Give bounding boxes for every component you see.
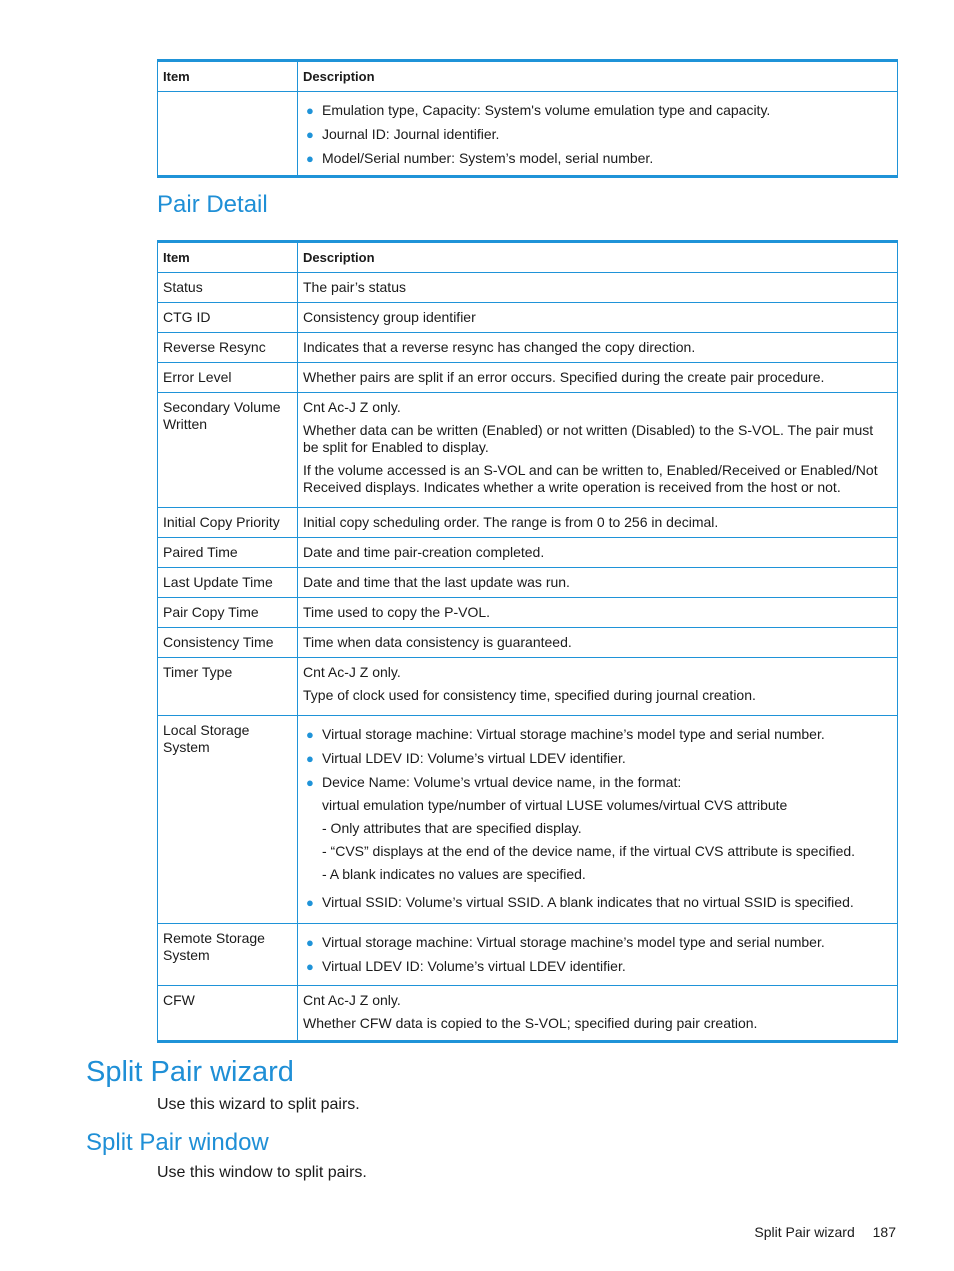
list-item: ● Emulation type, Capacity: System's volume emulation type and capacity. (306, 102, 771, 118)
table-row (158, 598, 898, 628)
bullet-icon: ● (306, 151, 314, 166)
split-pair-window-text: Use this window to split pairs. (157, 1164, 367, 1181)
table-row (158, 986, 898, 1042)
split-pair-wizard-text: Use this wizard to split pairs. (157, 1096, 360, 1113)
item-cell: CTG ID (158, 303, 298, 333)
description-cell (298, 716, 898, 924)
description-cell (298, 924, 898, 986)
list-item: ● Model/Serial number: System’s model, serial number. (306, 150, 654, 166)
description-cell: Whether pairs are split if an error occurs. Specified during the create pair procedure. (298, 363, 898, 393)
header-description: Description (298, 242, 898, 273)
list-item: ● Journal ID: Journal identifier. (306, 126, 500, 142)
table-header-row (158, 242, 898, 273)
table-row (158, 303, 898, 333)
pair-detail-heading: Pair Detail (157, 191, 268, 218)
page-footer (754, 1224, 896, 1240)
split-pair-window-heading: Split Pair window (86, 1129, 269, 1156)
description-cell: Cnt Ac-J Z only. Type of clock used for consistency time, specified during journal creation. (298, 658, 898, 716)
list-item: ● Virtual LDEV ID: Volume’s virtual LDEV identifier. (306, 750, 626, 766)
bullet-icon: ● (306, 751, 314, 766)
description-cell: Time when data consistency is guaranteed. (298, 628, 898, 658)
bullet-icon: ● (306, 895, 314, 910)
list-item: ● Device Name: Volume’s vrtual device name, in the format: virtual emulation type/number of virtual LUSE volumes/virtual CVS attribute - Only attributes that are specified display. - “CVS” displays at the end of the device name, if the virtual CVS attribute is specified. - A blank indicates no values are specified. (303, 774, 892, 883)
list-item: ● Virtual storage machine: Virtual storage machine’s model type and serial number. (306, 934, 825, 950)
description-cell: Consistency group identifier (298, 303, 898, 333)
system-info-table (157, 59, 898, 178)
description-cell (298, 92, 898, 177)
table-header-row (158, 61, 898, 92)
item-cell: Consistency Time (158, 628, 298, 658)
table-row (158, 508, 898, 538)
description-cell: Date and time pair-creation completed. (298, 538, 898, 568)
note-line: - “CVS” displays at the end of the device name, if the virtual CVS attribute is specified. (322, 843, 856, 859)
table-row (158, 658, 898, 716)
description-cell: The pair’s status (298, 273, 898, 303)
item-cell: Timer Type (158, 658, 298, 716)
header-item: Item (158, 242, 298, 273)
bullet-icon: ● (306, 727, 314, 742)
item-cell-empty (158, 92, 298, 177)
table-row (158, 92, 898, 177)
bullet-list (303, 102, 892, 167)
item-cell: Paired Time (158, 538, 298, 568)
note-line: - A blank indicates no values are specified. (322, 866, 586, 882)
description-cell: Date and time that the last update was run. (298, 568, 898, 598)
table-row (158, 363, 898, 393)
item-cell: Initial Copy Priority (158, 508, 298, 538)
description-cell: Cnt Ac-J Z only. Whether data can be written (Enabled) or not written (Disabled) to the S-VOL. The pair must be split for Enabled to display. If the volume accessed is an S-VOL and can be written to, Enabled/Received or Enabled/Not Received displays. Indicates whether a write operation is received from the host or not. (298, 393, 898, 508)
item-cell: Remote Storage System (158, 924, 298, 986)
table-row (158, 273, 898, 303)
note-line: - Only attributes that are specified display. (322, 820, 582, 836)
header-description: Description (298, 61, 898, 92)
table-row (158, 538, 898, 568)
bullet-icon: ● (306, 127, 314, 142)
table-row (158, 716, 898, 924)
description-cell: Time used to copy the P-VOL. (298, 598, 898, 628)
header-item: Item (158, 61, 298, 92)
item-cell: Last Update Time (158, 568, 298, 598)
table-row (158, 333, 898, 363)
list-item: ● Virtual SSID: Volume’s virtual SSID. A blank indicates that no virtual SSID is specified. (306, 894, 854, 910)
item-cell: Secondary Volume Written (158, 393, 298, 508)
item-cell: Local Storage System (158, 716, 298, 924)
description-cell: Cnt Ac-J Z only. Whether CFW data is copied to the S-VOL; specified during pair creation. (298, 986, 898, 1042)
table-row (158, 924, 898, 986)
bullet-list (303, 934, 892, 975)
device-name-format: virtual emulation type/number of virtual LUSE volumes/virtual CVS attribute (322, 797, 788, 813)
table-row (158, 393, 898, 508)
description-cell: Initial copy scheduling order. The range is from 0 to 256 in decimal. (298, 508, 898, 538)
item-cell: Pair Copy Time (158, 598, 298, 628)
bullet-icon: ● (306, 959, 314, 974)
description-cell: Indicates that a reverse resync has changed the copy direction. (298, 333, 898, 363)
list-item: ● Virtual storage machine: Virtual storage machine’s model type and serial number. (306, 726, 825, 742)
item-cell: Error Level (158, 363, 298, 393)
list-item: ● Virtual LDEV ID: Volume’s virtual LDEV identifier. (306, 958, 626, 974)
bullet-icon: ● (306, 775, 314, 790)
item-cell: Reverse Resync (158, 333, 298, 363)
bullet-list (303, 726, 892, 911)
bullet-icon: ● (306, 935, 314, 950)
table-row (158, 628, 898, 658)
footer-section: Split Pair wizard (754, 1224, 855, 1240)
page-number: 187 (872, 1224, 896, 1240)
split-pair-wizard-heading: Split Pair wizard (86, 1056, 294, 1088)
item-cell: CFW (158, 986, 298, 1042)
pair-detail-table (157, 240, 898, 1043)
bullet-icon: ● (306, 103, 314, 118)
item-cell: Status (158, 273, 298, 303)
table-row (158, 568, 898, 598)
